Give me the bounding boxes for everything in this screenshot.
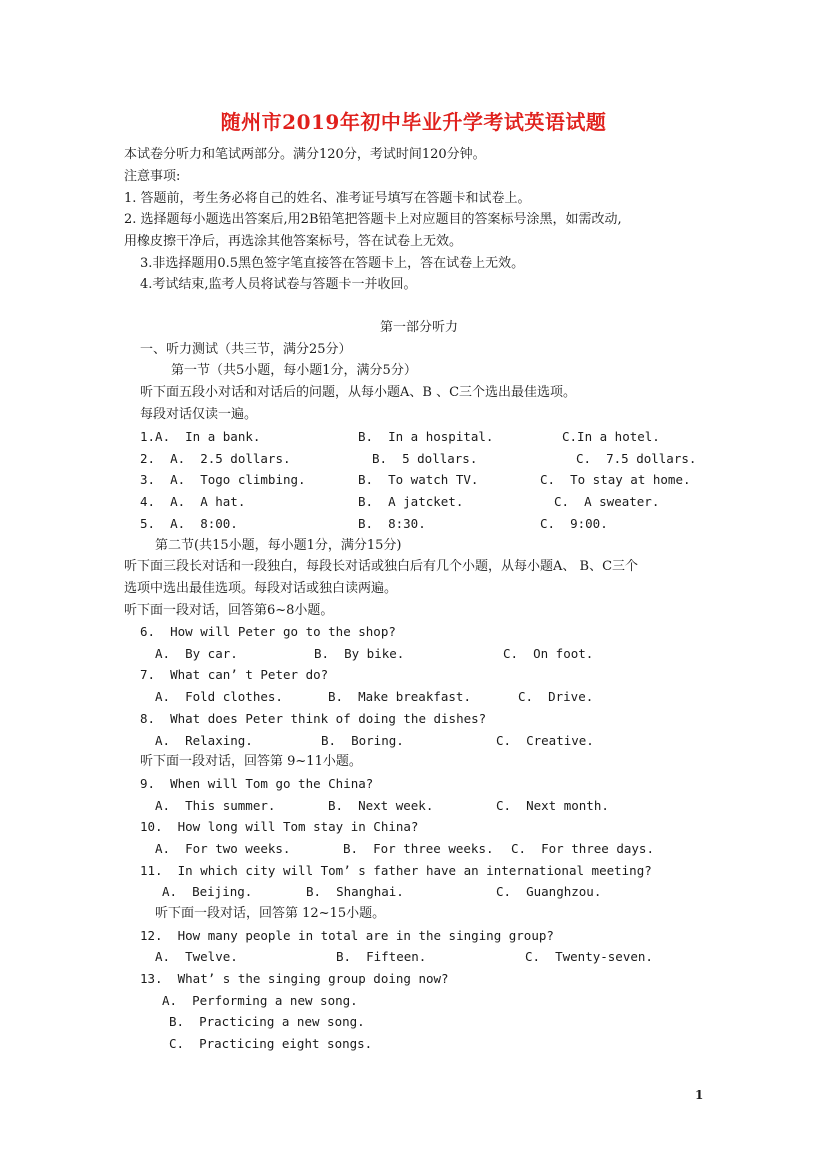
question-8-option-a: A. Relaxing. (155, 733, 253, 748)
section-heading: 一、听力测试（共三节，满分25分） (140, 342, 352, 357)
question-5-option-a: 5. A. 8:00. (140, 516, 238, 531)
sub2-instruction: 选项中选出最佳选项。每段对话或独白读两遍。 (124, 581, 398, 596)
question-11-option-c: C. Guanghzou. (496, 884, 602, 899)
question-10: 10. How long will Tom stay in China? (140, 819, 419, 834)
question-4-option-b: B. A jatcket. (358, 494, 464, 509)
question-1-option-c: C.In a hotel. (562, 429, 660, 444)
note-4: 4.考试结束,监考人员将试卷与答题卡一并收回。 (140, 277, 417, 292)
question-6-option-c: C. On foot. (503, 646, 594, 661)
group-instruction: 听下面一段对话，回答第6~8小题。 (124, 603, 334, 618)
question-13-option-a: A. Performing a new song. (162, 993, 358, 1008)
question-6-option-b: B. By bike. (314, 646, 405, 661)
question-9-option-c: C. Next month. (496, 798, 609, 813)
question-3-option-b: B. To watch TV. (358, 472, 479, 487)
question-13-option-b: B. Practicing a new song. (169, 1014, 365, 1029)
question-12-option-c: C. Twenty-seven. (525, 949, 653, 964)
part1-heading: 第一部分听力 (380, 320, 459, 335)
question-13: 13. What’ s the singing group doing now? (140, 971, 449, 986)
question-2-option-c: C. 7.5 dollars. (576, 451, 697, 466)
question-7: 7. What can’ t Peter do? (140, 667, 329, 682)
question-8: 8. What does Peter think of doing the dishes? (140, 711, 487, 726)
question-2-option-b: B. 5 dollars. (372, 451, 478, 466)
question-5-option-b: B. 8:30. (358, 516, 426, 531)
question-11-option-a: A. Beijing. (162, 884, 253, 899)
question-13-option-c: C. Practicing eight songs. (169, 1036, 373, 1051)
sub1-heading: 第一节（共5小题，每小题1分，满分5分） (171, 363, 417, 378)
question-9-option-a: A. This summer. (155, 798, 276, 813)
sub2-instruction: 听下面三段长对话和一段独白，每段长对话或独白后有几个小题，从每小题A、 B、C三个 (124, 559, 639, 574)
question-1-option-b: B. In a hospital. (358, 429, 494, 444)
question-2-option-a: 2. A. 2.5 dollars. (140, 451, 291, 466)
question-10-option-b: B. For three weeks. (343, 841, 494, 856)
question-8-option-c: C. Creative. (496, 733, 594, 748)
question-9: 9. When will Tom go the China? (140, 776, 374, 791)
sub1-instruction: 每段对话仅读一遍。 (140, 407, 258, 422)
question-4-option-c: C. A sweater. (554, 494, 660, 509)
question-3-option-a: 3. A. Togo climbing. (140, 472, 306, 487)
question-11: 11. In which city will Tom’ s father have an international meeting? (140, 863, 652, 878)
question-12-option-a: A. Twelve. (155, 949, 238, 964)
question-9-option-b: B. Next week. (328, 798, 434, 813)
question-4-option-a: 4. A. A hat. (140, 494, 246, 509)
question-10-option-c: C. For three days. (511, 841, 654, 856)
group-instruction: 听下面一段对话，回答第 12~15小题。 (155, 906, 386, 921)
sub1-instruction: 听下面五段小对话和对话后的问题，从每小题A、B 、C三个选出最佳选项。 (140, 385, 577, 400)
question-7-option-c: C. Drive. (518, 689, 594, 704)
page-number: 1 (695, 1088, 704, 1102)
question-12-option-b: B. Fifteen. (336, 949, 427, 964)
note-1: 1. 答题前，考生务必将自己的姓名、准考证号填写在答题卡和试卷上。 (124, 191, 531, 206)
intro-line: 本试卷分听力和笔试两部分。满分120分，考试时间120分钟。 (124, 147, 486, 162)
question-3-option-c: C. To stay at home. (540, 472, 691, 487)
question-5-option-c: C. 9:00. (540, 516, 608, 531)
note-3: 3.非选择题用0.5黑色签字笔直接答在答题卡上，答在试卷上无效。 (140, 256, 525, 271)
group-instruction: 听下面一段对话，回答第 9~11小题。 (140, 754, 362, 769)
question-6-option-a: A. By car. (155, 646, 238, 661)
sub2-heading: 第二节(共15小题，每小题1分，满分15分) (155, 538, 402, 553)
question-10-option-a: A. For two weeks. (155, 841, 291, 856)
note-2a: 2. 选择题每小题选出答案后,用2B铅笔把答题卡上对应题目的答案标号涂黑，如需改动, (124, 212, 622, 227)
question-7-option-b: B. Make breakfast. (328, 689, 471, 704)
question-7-option-a: A. Fold clothes. (155, 689, 283, 704)
question-11-option-b: B. Shanghai. (306, 884, 404, 899)
notes-heading: 注意事项: (124, 169, 181, 184)
question-1-option-a: 1.A. In a bank. (140, 429, 261, 444)
question-8-option-b: B. Boring. (321, 733, 404, 748)
page-title: 随州市2019年初中毕业升学考试英语试题 (220, 110, 607, 134)
note-2b: 用橡皮擦干净后，再选涂其他答案标号，答在试卷上无效。 (124, 234, 463, 249)
question-6: 6. How will Peter go to the shop? (140, 624, 396, 639)
question-12: 12. How many people in total are in the singing group? (140, 928, 554, 943)
